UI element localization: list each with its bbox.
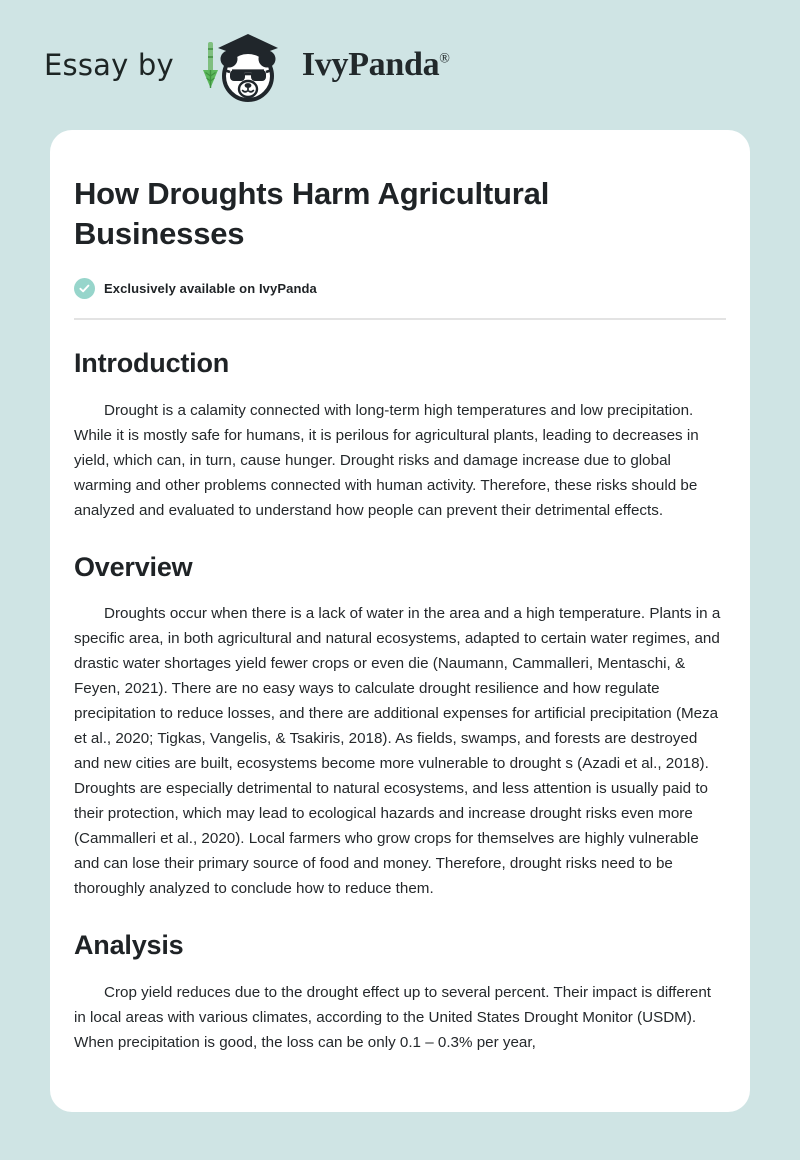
section-overview xyxy=(74,553,724,902)
page-header xyxy=(0,0,800,130)
section-heading: Overview xyxy=(74,551,193,582)
check-circle-icon xyxy=(74,278,95,299)
section-paragraph: Drought is a calamity connected with long-term high temperatures and low precipitation. While it is mostly safe for humans, it is perilous for agricultural plants, leading to decreases in yield, which can, in turn, cause hunger. Drought risks and damage increase due to global warming and other problems connected with human activity. Therefore, these risks should be analyzed and evaluated to understand how people can prevent their detrimental effects. xyxy=(74,401,699,519)
exclusive-badge-label: Exclusively available on IvyPanda xyxy=(104,280,317,296)
exclusive-badge xyxy=(74,278,724,299)
section-heading: Analysis xyxy=(74,930,184,961)
section-introduction xyxy=(74,349,724,523)
ivypanda-brand-lockup[interactable] xyxy=(190,26,450,104)
essay-by-label: Essay by xyxy=(44,47,174,82)
document-card xyxy=(50,130,750,1112)
registered-trademark-icon: ® xyxy=(439,51,450,67)
section-heading: Introduction xyxy=(74,347,230,378)
page-title: How Droughts Harm Agricultural Businesses xyxy=(74,176,550,251)
section-analysis xyxy=(74,931,724,1055)
section-paragraph: Crop yield reduces due to the drought effect up to several percent. Their impact is different in local areas with various climates, according to the United States Drought Monitor (USDM). When precipitation is good, the loss can be only 0.1 – 0.3% per year, xyxy=(74,984,712,1052)
section-paragraph: Droughts occur when there is a lack of water in the area and a high temperature. Plants in a specific area, in both agricultural and natural ecosystems, adapted to certain water regimes, and drastic water shortages yield fewer crops or even die (Naumann, Cammalleri, Mentaschi, & Feyen, 2021). There are no easy ways to calculate drought resilience and how regulate precipitation to reduce losses, and there are additional expenses for artificial precipitation (Meza et al., 2020; Tigkas, Vangelis, & Tsakiris, 2018). As fields, swamps, and forests are destroyed and new cities are built, ecosystems become more vulnerable to drought s (Azadi et al., 2018). Droughts are especially detrimental to natural ecosystems, and less attention is usually paid to their protection, which may lead to ecological hazards and increase drought risks even more (Cammalleri et al., 2020). Local farmers who grow crops for themselves are highly vulnerable and can lose their primary source of food and money. Therefore, drought risks need to be thoroughly analyzed to conclude how to reduce them. xyxy=(74,605,721,898)
brand-wordmark-text: IvyPanda xyxy=(301,46,440,83)
panda-graduate-logo-icon xyxy=(190,26,300,104)
brand-wordmark xyxy=(302,48,450,82)
header-divider xyxy=(74,318,726,320)
